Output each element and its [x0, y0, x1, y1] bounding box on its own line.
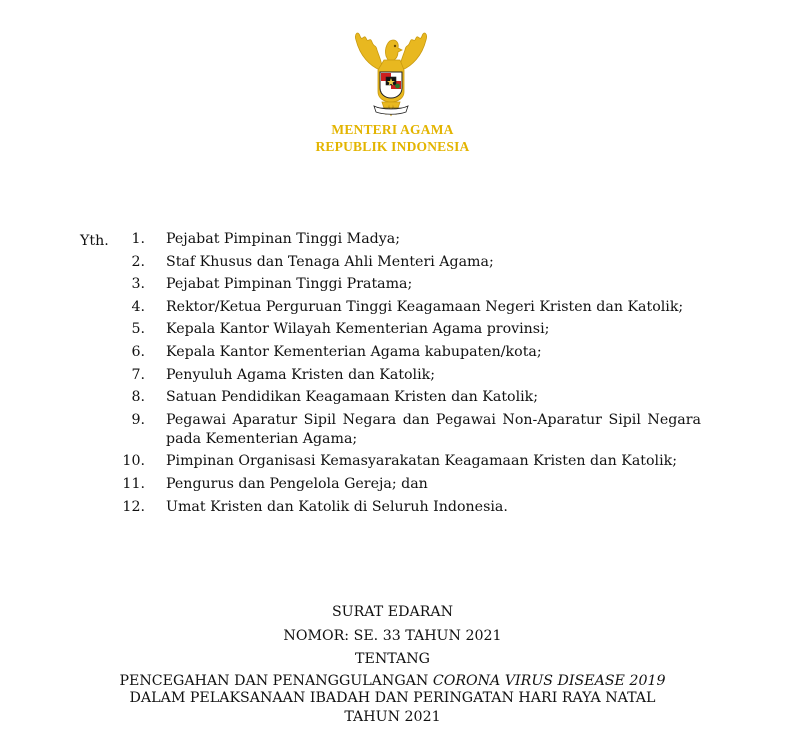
list-item: [0, 498, 785, 517]
salutation: Yth.: [80, 233, 109, 249]
item-number: 2.: [131, 253, 145, 270]
item-number: 10.: [122, 453, 145, 470]
list-item: [0, 388, 785, 407]
list-item: [0, 230, 785, 249]
item-text: Kepala Kantor Kementerian Agama kabupaten/kota;: [166, 343, 542, 360]
item-text: Rektor/Ketua Perguruan Tinggi Keagamaan Negeri Kristen dan Katolik;: [166, 298, 684, 315]
list-item: [0, 275, 785, 294]
list-item: [0, 452, 785, 471]
item-number: 5.: [131, 321, 145, 338]
item-number: 12.: [122, 498, 145, 515]
item-text: Pegawai Aparatur Sipil Negara dan Pegawai Non-Aparatur Sipil Negara pada Kementerian Agama;: [166, 411, 701, 447]
item-text: Umat Kristen dan Katolik di Seluruh Indonesia.: [166, 498, 508, 515]
list-item: [0, 298, 785, 317]
item-number: 1.: [131, 231, 145, 247]
item-text: Satuan Pendidikan Keagamaan Kristen dan Katolik;: [166, 389, 539, 406]
subject-disease-name: CORONA VIRUS DISEASE 2019: [432, 673, 666, 689]
list-item: [0, 475, 785, 494]
item-text: Pejabat Pimpinan Tinggi Madya;: [166, 231, 400, 247]
list-item: [0, 320, 785, 339]
minister-title: MENTERI AGAMA: [331, 122, 454, 137]
republic-title: REPUBLIK INDONESIA: [315, 139, 470, 154]
document-number: NOMOR: SE. 33 TAHUN 2021: [283, 628, 502, 644]
item-text: Kepala Kantor Wilayah Kementerian Agama provinsi;: [166, 321, 550, 338]
list-item: [0, 253, 785, 272]
document-type: SURAT EDARAN: [331, 604, 454, 620]
item-text: Pimpinan Organisasi Kemasyarakatan Keagamaan Kristen dan Katolik;: [166, 453, 677, 470]
garuda-pancasila-emblem-icon: [344, 26, 438, 118]
item-text: Penyuluh Agama Kristen dan Katolik;: [166, 366, 436, 383]
item-number: 3.: [131, 276, 145, 293]
item-number: 9.: [131, 411, 145, 428]
item-number: 8.: [131, 389, 145, 406]
item-text: Pengurus dan Pengelola Gereja; dan: [166, 475, 428, 492]
item-number: 7.: [131, 366, 145, 383]
list-item: [0, 343, 785, 362]
item-text: Staf Khusus dan Tenaga Ahli Menteri Agama;: [166, 253, 494, 270]
subject-prefix: PENCEGAHAN DAN PENANGGULANGAN: [119, 673, 433, 689]
subject-line-2: DALAM PELAKSANAAN IBADAH DAN PERINGATAN HARI RAYA NATAL: [129, 690, 656, 706]
list-item: [0, 366, 785, 385]
list-item: [0, 411, 785, 449]
subject-line-3: TAHUN 2021: [344, 709, 441, 725]
recipient-list: [0, 230, 785, 520]
item-number: 4.: [131, 298, 145, 315]
item-number: 11.: [122, 475, 145, 492]
item-number: 6.: [131, 343, 145, 360]
about-label: TENTANG: [355, 651, 430, 667]
item-text: Pejabat Pimpinan Tinggi Pratama;: [166, 276, 413, 293]
